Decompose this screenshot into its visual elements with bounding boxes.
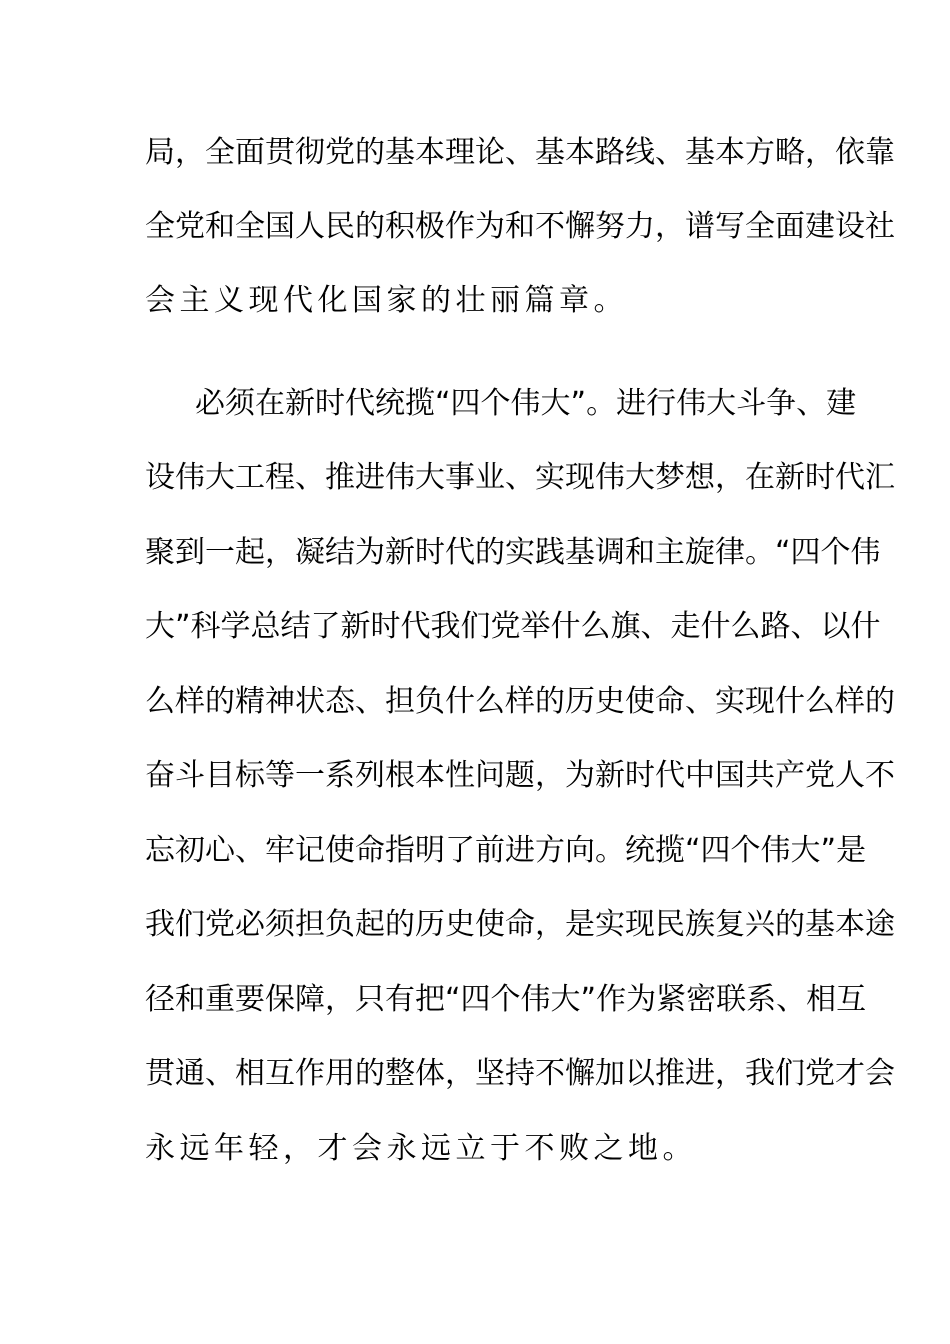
text-line: 设 伟 大 工 程 、 推 进 伟 大 事 业 、 实 现 伟 大 梦 想 ， 在 新 时 代 汇 xyxy=(145,460,895,495)
text-line: 必 须 在 新 时 代 统 揽 “ 四 个 伟 大 ” 。 进 行 伟 大 斗 争 、 建 xyxy=(195,386,857,421)
text-line: 会主义现代化国家的壮丽篇章。 xyxy=(145,283,628,318)
text-line: 径 和 重 要 保 障 ， 只 有 把 “ 四 个 伟 大 ” 作 为 紧 密 联 系 、 相 互 xyxy=(145,982,867,1017)
text-line: 么 样 的 精 神 状 态 、 担 负 什 么 样 的 历 史 使 命 、 实 现 什 么 样 的 xyxy=(145,684,895,719)
text-line: 我 们 党 必 须 担 负 起 的 历 史 使 命 ， 是 实 现 民 族 复 兴 的 基 本 途 xyxy=(145,907,895,942)
text-line: 忘 初 心 、 牢 记 使 命 指 明 了 前 进 方 向 。 统 揽 “ 四 个 伟 大 ” 是 xyxy=(145,833,867,868)
text-line: 大 ” 科 学 总 结 了 新 时 代 我 们 党 举 什 么 旗 、 走 什 么 路 、 以 什 xyxy=(145,609,881,644)
text-line: 永远年轻，才会永远立于不败之地。 xyxy=(145,1131,697,1166)
text-line: 局 ， 全 面 贯 彻 党 的 基 本 理 论 、 基 本 路 线 、 基 本 方 略 ， 依 靠 xyxy=(145,135,895,170)
text-line: 聚 到 一 起 ， 凝 结 为 新 时 代 的 实 践 基 调 和 主 旋 律 。 “ 四 个 伟 xyxy=(145,535,881,570)
text-line: 全 党 和 全 国 人 民 的 积 极 作 为 和 不 懈 努 力 ， 谱 写 全 面 建 设 社 xyxy=(145,209,895,244)
text-line: 贯 通 、 相 互 作 用 的 整 体 ， 坚 持 不 懈 加 以 推 进 ， 我 们 党 才 会 xyxy=(145,1056,895,1091)
text-line: 奋 斗 目 标 等 一 系 列 根 本 性 问 题 ， 为 新 时 代 中 国 共 产 党 人 不 xyxy=(145,758,895,793)
